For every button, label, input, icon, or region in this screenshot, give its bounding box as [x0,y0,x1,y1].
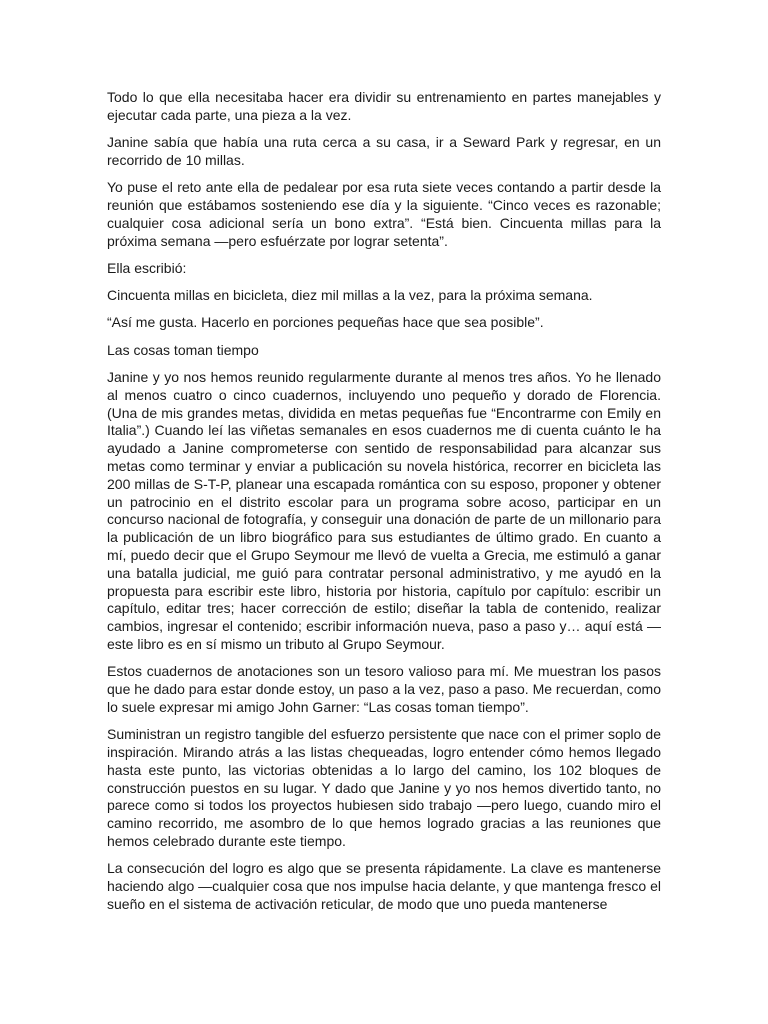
paragraph: Cincuenta millas en bicicleta, diez mil millas a la vez, para la próxima semana. [107,287,593,304]
paragraph: Estos cuadernos de anotaciones son un tesoro valioso para mí. Me muestran los pasos que he dado para estar donde estoy, un paso a la vez, paso a paso. Me recuerdan, como lo suele expresar mi amigo John Garner: “Las cosas toman tiempo”. [107,663,661,715]
paragraph: Suministran un registro tangible del esfuerzo persistente que nace con el primer soplo de inspiración. Mirando atrás a las listas chequeadas, logro entender cómo hemos llegado hasta este punto, las victorias obtenidas a lo largo del camino, los 102 bloques de construcción puestos en su lugar. Y dado que Janine y yo nos hemos divertido tanto, no parece como si todos los proyectos hubiesen sido trabajo —pero luego, cuando miro el camino recorrido, me asombro de lo que hemos logrado gracias a las reuniones que hemos celebrado durante este tiempo. [107,726,661,849]
paragraph: Todo lo que ella necesitaba hacer era dividir su entrenamiento en partes manejables y ejecutar cada parte, una pieza a la vez. [107,89,661,123]
document-body [107,89,661,923]
paragraph: Janine sabía que había una ruta cerca a su casa, ir a Seward Park y regresar, en un recorrido de 10 millas. [107,134,661,168]
paragraph: “Así me gusta. Hacerlo en porciones pequeñas hace que sea posible”. [107,314,544,331]
paragraph: Ella escribió: [107,259,187,276]
section-heading: Las cosas toman tiempo [107,341,259,358]
paragraph: Yo puse el reto ante ella de pedalear por esa ruta siete veces contando a partir desde la reunión que estábamos sosteniendo ese día y la siguiente. “Cinco veces es razonable; cualquier cosa adicional sería un bono extra”. “Está bien. Cincuenta millas para la próxima semana —pero esfuérzate por lograr setenta”. [107,179,661,249]
paragraph: Janine y yo nos hemos reunido regularmente durante al menos tres años. Yo he llenado al menos cuatro o cinco cuadernos, incluyendo uno pequeño y dorado de Florencia. (Una de mis grandes metas, dividida en metas pequeñas fue “Encontrarme con Emily en Italia”.) Cuando leí las viñetas semanales en esos cuadernos me di cuenta cuánto le ha ayudado a Janine comprometerse con sentido de responsabilidad para alcanzar sus metas como terminar y enviar a publicación su novela histórica, recorrer en bicicleta las 200 millas de S-T-P, planear una escapada romántica con su esposo, proponer y obtener un patrocinio en el distrito escolar para un programa sobre acoso, participar en un concurso nacional de fotografía, y conseguir una donación de parte de un millonario para la publicación de un libro biográfico para sus estudiantes de último grado. En cuanto a mí, puedo decir que el Grupo Seymour me llevó de vuelta a Grecia, me estimuló a ganar una batalla judicial, me guió para contratar personal administrativo, y me ayudó en la propuesta para escribir este libro, historia por historia, capítulo por capítulo: escribir un capítulo, editar tres; hacer corrección de estilo; diseñar la tabla de contenido, realizar cambios, ingresar el contenido; escribir información nueva, paso a paso y… aquí está —este libro es en sí mismo un tributo al Grupo Seymour. [107,369,661,653]
paragraph: La consecución del logro es algo que se presenta rápidamente. La clave es mantenerse haciendo algo —cualquier cosa que nos impulse hacia delante, y que mantenga fresco el sueño en el sistema de activación reticular, de modo que uno pueda mantenerse [107,860,661,912]
